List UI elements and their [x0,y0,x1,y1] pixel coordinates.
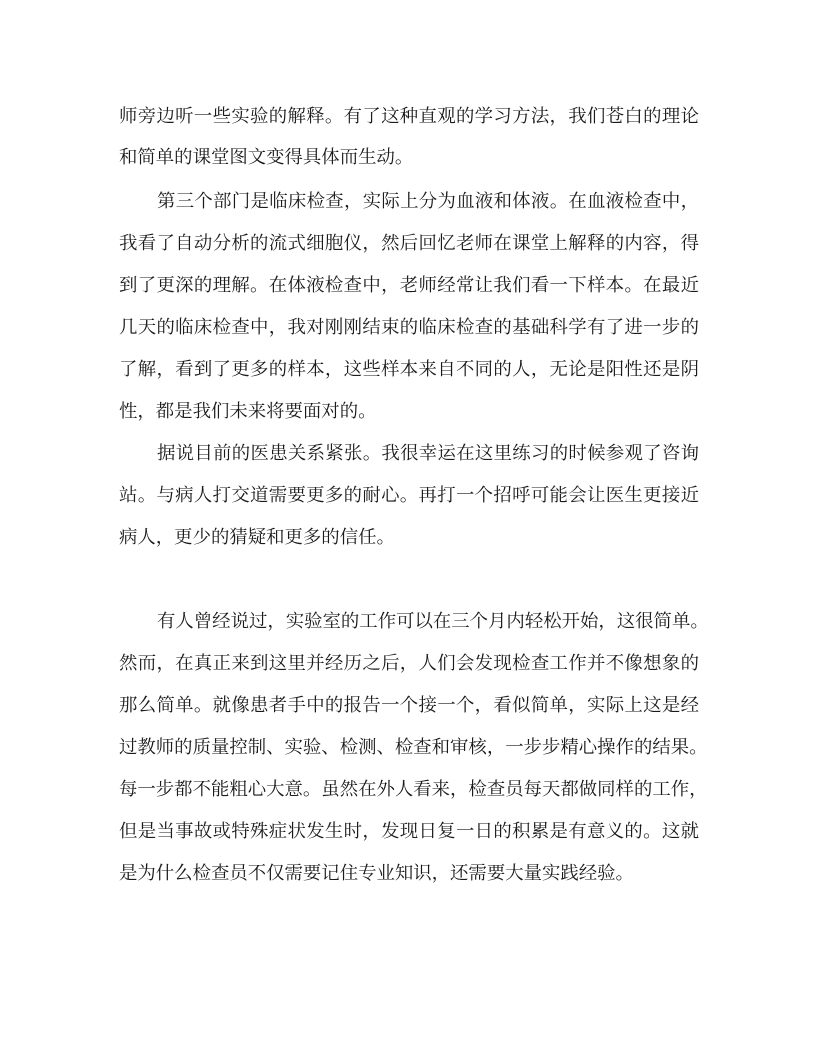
paragraph-line: 师旁边听一些实验的解释。有了这种直观的学习方法，我们苍白的理论 [119,106,699,127]
paragraph-line: 但是当事故或特殊症状发生时，发现日复一日的积累是有意义的。这就 [119,821,699,842]
paragraph-line: 第三个部门是临床检查，实际上分为血液和体液。在血液检查中， [157,191,699,212]
paragraph-line: 有人曾经说过，实验室的工作可以在三个月内轻松开始，这很简单。 [157,611,709,632]
paragraph-line: 是为什么检查员不仅需要记住专业知识，还需要大量实践经验。 [119,863,634,884]
paragraph-line: 了解，看到了更多的样本，这些样本来自不同的人，无论是阳性还是阴 [119,359,699,380]
paragraph-line: 站。与病人打交道需要更多的耐心。再打一个招呼可能会让医生更接近 [119,485,699,506]
paragraph-line: 我看了自动分析的流式细胞仪，然后回忆老师在课堂上解释的内容，得 [119,233,699,254]
paragraph-line: 每一步都不能粗心大意。虽然在外人看来，检查员每天都做同样的工作， [119,779,708,800]
paragraph-line: 据说目前的医患关系紧张。我很幸运在这里练习的时候参观了咨询 [157,443,699,464]
paragraph-line: 病人，更少的猜疑和更多的信任。 [119,527,395,548]
paragraph-line: 过教师的质量控制、实验、检测、检查和审核，一步步精心操作的结果。 [119,737,708,758]
paragraph-line: 性，都是我们未来将要面对的。 [119,401,377,422]
paragraph-line: 到了更深的理解。在体液检查中，老师经常让我们看一下样本。在最近 [119,275,699,296]
paragraph-line: 然而，在真正来到这里并经历之后，人们会发现检查工作并不像想象的 [119,653,699,674]
paragraph-line: 和简单的课堂图文变得具体而生动。 [119,147,414,168]
paragraph-line: 那么简单。就像患者手中的报告一个接一个，看似简单，实际上这是经 [119,695,699,716]
paragraph-line: 几天的临床检查中，我对刚刚结束的临床检查的基础科学有了进一步的 [119,317,699,338]
